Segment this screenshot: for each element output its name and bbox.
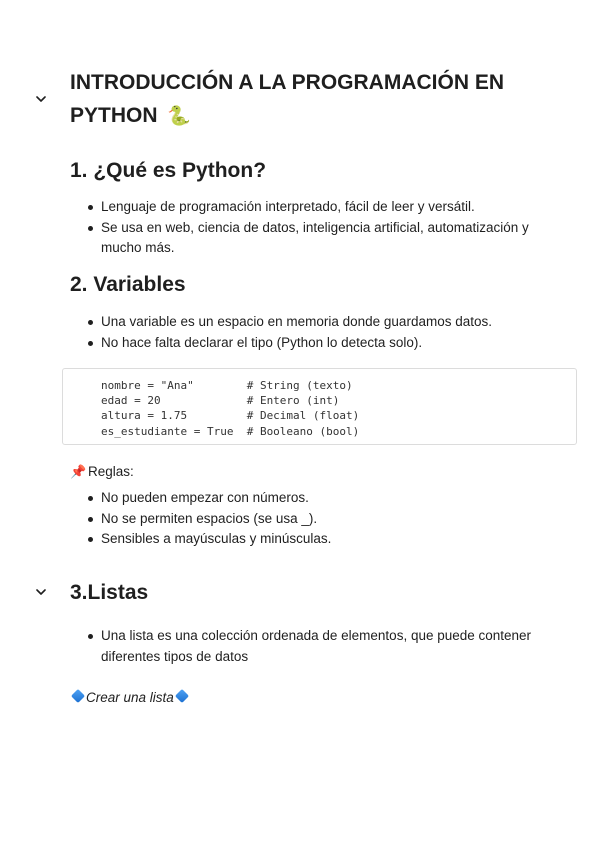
- bullet-icon: [88, 496, 93, 501]
- list-item: No hace falta declarar el tipo (Python lo detecta solo).: [70, 333, 570, 354]
- blue-diamond-icon: [71, 689, 85, 703]
- section-heading-listas: 3.Listas: [70, 581, 149, 604]
- section-1-bullet-list: [70, 197, 570, 259]
- section-2-bullet-list: [70, 312, 570, 353]
- code-block[interactable]: [62, 368, 577, 445]
- list-item: No se permiten espacios (se usa _).: [70, 509, 570, 530]
- collapse-title-toggle[interactable]: [33, 91, 49, 107]
- bullet-icon: [88, 226, 93, 231]
- bullet-icon: [88, 537, 93, 542]
- subheading-create-list: Crear una lista: [70, 688, 190, 708]
- section-heading-what-is-python: 1. ¿Qué es Python?: [70, 159, 267, 182]
- bullet-icon: [88, 517, 93, 522]
- section-heading-variables: 2. Variables: [70, 273, 186, 296]
- rules-label: 📌 Reglas:: [70, 462, 134, 482]
- section-3-bullet-list: [70, 626, 570, 667]
- list-item: Lenguaje de programación interpretado, fácil de leer y versátil.: [70, 197, 570, 218]
- code-content: nombre = "Ana" # String (texto) edad = 20 # Entero (int) altura = 1.75 # Decimal (float) es_estudiante = True # Booleano (bool): [101, 379, 360, 438]
- list-item: Sensibles a mayúsculas y minúsculas.: [70, 529, 570, 550]
- list-item: Una variable es un espacio en memoria donde guardamos datos.: [70, 312, 570, 333]
- chevron-down-icon: [36, 96, 46, 103]
- list-item: No pueden empezar con números.: [70, 488, 570, 509]
- bullet-icon: [88, 341, 93, 346]
- blue-diamond-icon: [175, 689, 189, 703]
- list-item: Una lista es una colección ordenada de elementos, que puede contener diferentes tipos de datos: [70, 626, 570, 667]
- bullet-icon: [88, 634, 93, 639]
- bullet-icon: [88, 205, 93, 210]
- page-title: [70, 66, 570, 133]
- pushpin-icon: 📌: [70, 464, 87, 479]
- snake-emoji-icon: 🐍: [167, 106, 192, 127]
- rules-bullet-list: [70, 488, 570, 550]
- chevron-down-icon: [36, 589, 46, 596]
- bullet-icon: [88, 320, 93, 325]
- list-item: Se usa en web, ciencia de datos, inteligencia artificial, automatización y mucho más.: [70, 218, 570, 259]
- collapse-listas-toggle[interactable]: [33, 584, 49, 600]
- page-title-text: INTRODUCCIÓN A LA PROGRAMACIÓN EN PYTHON: [70, 71, 504, 127]
